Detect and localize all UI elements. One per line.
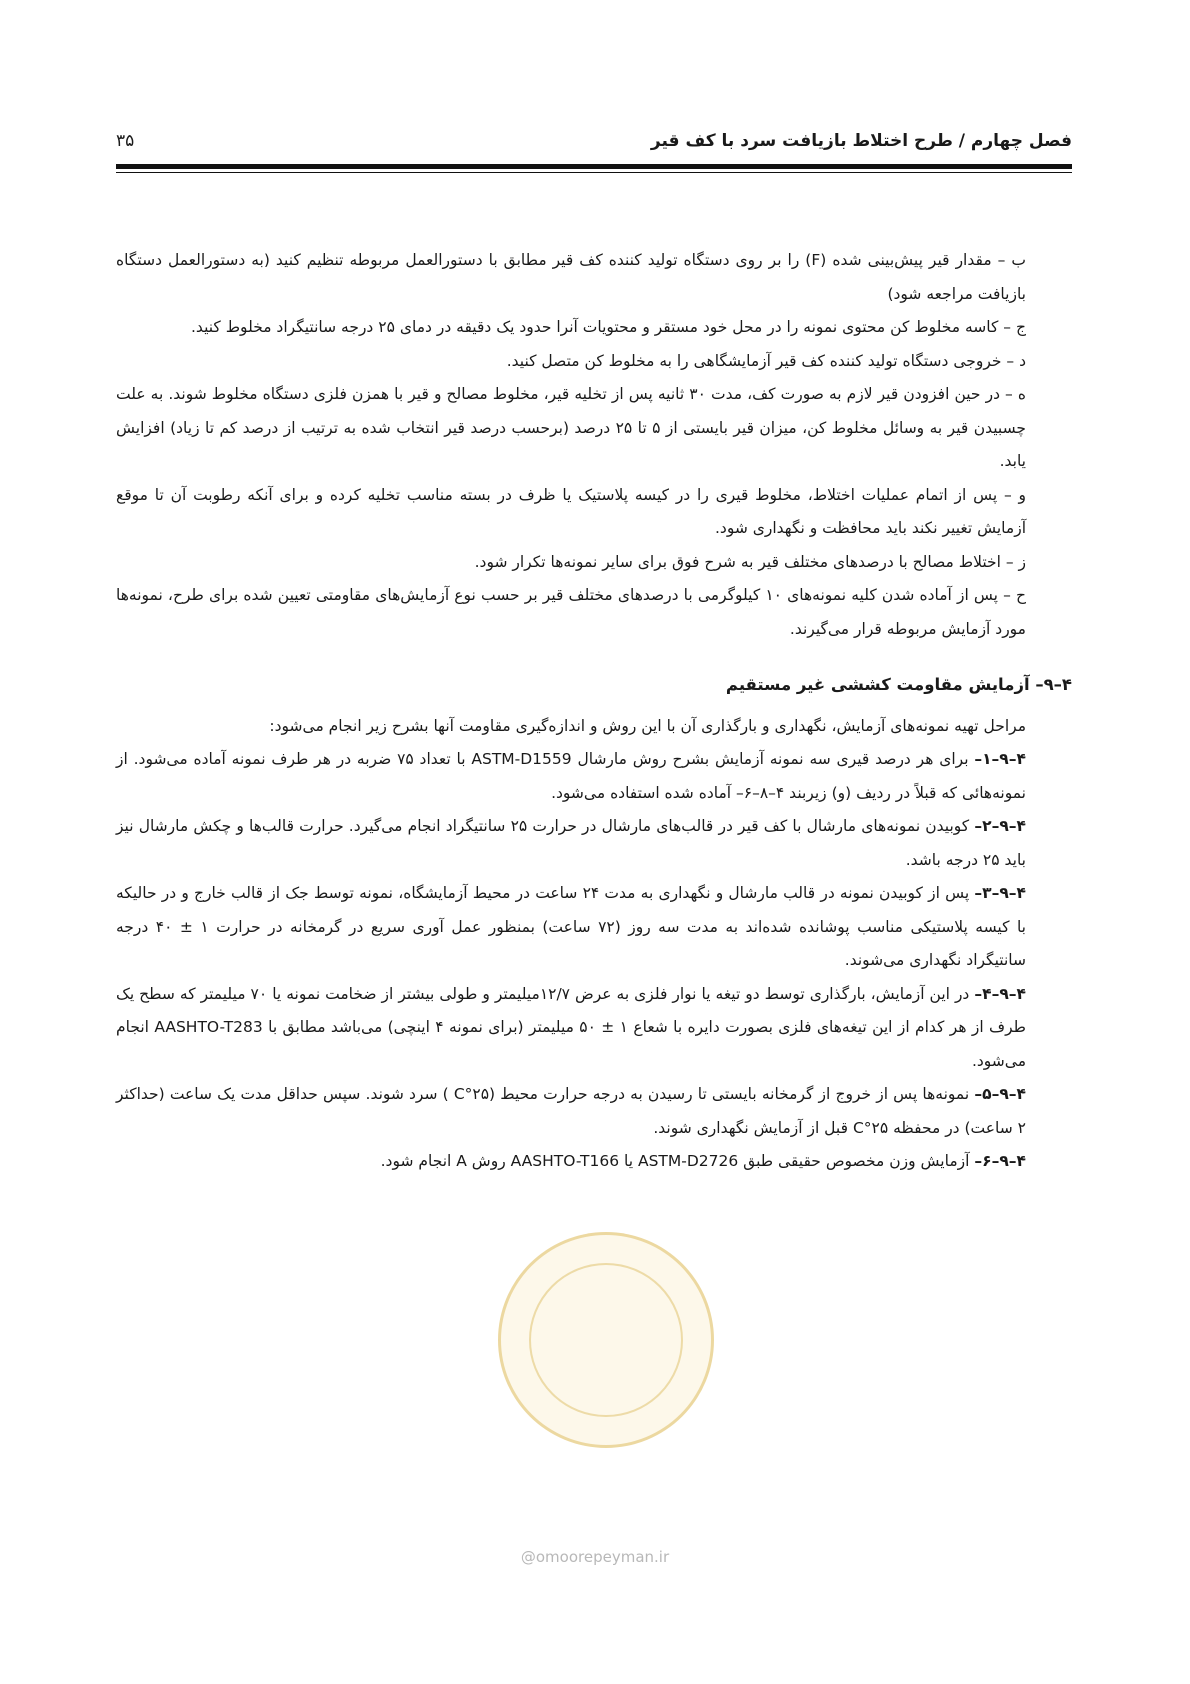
watermark-seal xyxy=(498,1232,714,1448)
paragraph-d: د – خروجی دستگاه تولید کننده کف قیر آزمایشگاهی را به مخلوط کن متصل کنید. xyxy=(506,351,1026,370)
step-text: در این آزمایش، بارگذاری توسط دو تیغه یا نوار فلزی به عرض ۱۲/۷میلیمتر و طولی بیشتر از ضخامت نمونه یا ۷۰ میلیمتر که سطح یک طرف از هر کدام از این تیغه‌های فلزی بصورت دایره با شعاع ۱ ± ۵۰ میلیمتر (برای نمونه ۴ اینچی) می‌باشد مطابق با AASHTO-T283 انجام می‌شود. xyxy=(116,984,1026,1070)
section-intro: مراحل تهیه نمونه‌های آزمایش، نگهداری و بارگذاری آن با این روش و اندازه‌گیری مقاومت آنها بشرح زیر انجام می‌شود: xyxy=(269,716,1026,735)
step-text: پس از کوبیدن نمونه در قالب مارشال و نگهداری به مدت ۲۴ ساعت در محیط آزمایشگاه، نمونه توسط جک از قالب خارج و در حالیکه با کیسه پلاستیکی مناسب پوشانده شده‌اند به مدت سه روز (۷۲ ساعت) بمنظور عمل آوری سریع در گرمخانه در حرارت ۱ ± ۴۰ درجه سانتیگراد نگهداری می‌شوند. xyxy=(116,884,1026,969)
step-paragraph xyxy=(116,810,1072,877)
step-text: کوبیدن نمونه‌های مارشال با کف قیر در قالب‌های مارشال در حرارت ۲۵ سانتیگراد انجام می‌گیرد. حرارت قالب‌ها و چکش مارشال نیز باید ۲۵ درجه باشد. xyxy=(116,817,1026,869)
paragraph-v: و – پس از اتمام عملیات اختلاط، مخلوط قیری را در کیسه پلاستیک یا ظرف در بسته مناسب تخلیه کرده و برای آنکه رطوبت آن تا موقع آزمایش تغییر نکند باید محافظت و نگهداری شود. xyxy=(116,485,1026,537)
step-number: ۴–۹–۲– xyxy=(974,817,1026,835)
page-header xyxy=(116,128,1072,154)
step-number: ۴–۹–۱– xyxy=(974,750,1026,768)
step-paragraph xyxy=(116,978,1072,1079)
chapter-title: فصل چهارم / طرح اختلاط بازیافت سرد با کف قیر xyxy=(650,131,1072,151)
header-rule-thick xyxy=(116,164,1072,169)
paragraph-j: ج – کاسه مخلوط کن محتوی نمونه را در محل خود مستقر و محتویات آنرا حدود یک دقیقه در دمای ۲۵ درجه سانتیگراد مخلوط کنید. xyxy=(191,318,1026,336)
section-title: ۴–۹– آزمایش مقاومت کششی غیر مستقیم xyxy=(725,675,1072,694)
page-body xyxy=(116,244,1072,1179)
header-rule-thin xyxy=(116,172,1072,173)
step-paragraph xyxy=(116,1145,1072,1179)
paragraph-b: ب – مقدار قیر پیش‌بینی شده (F) را بر روی دستگاه تولید کننده کف قیر مطابق با دستورالعمل مربوطه تنظیم کنید (به دستورالعمل دستگاه بازیافت مراجعه شود) xyxy=(116,251,1026,303)
paragraph-z: ز – اختلاط مصالح با درصدهای مختلف قیر به شرح فوق برای سایر نمونه‌ها تکرار شود. xyxy=(474,552,1026,571)
step-number: ۴–۹–۵– xyxy=(974,1085,1026,1103)
step-text: برای هر درصد قیری سه نمونه آزمایش بشرح روش مارشال ASTM-D1559 با تعداد ۷۵ ضربه در هر طرف نمونه آماده می‌شود. از نمونه‌هائی که قبلاً در ردیف (و) زیربند ۴–۸–۶– آماده شده استفاده می‌شود. xyxy=(116,750,1026,802)
watermark-seal-inner xyxy=(529,1263,683,1417)
step-text: نمونه‌ها پس از خروج از گرمخانه بایستی تا رسیدن به درجه حرارت محیط (۲۵°C ) سرد شوند. سپس حداقل مدت یک ساعت (حداکثر ۲ ساعت) در محفظه ۲۵°C قبل از آزمایش نگهداری شوند. xyxy=(116,1085,1026,1137)
step-number: ۴–۹–۶– xyxy=(974,1152,1026,1170)
step-text: آزمایش وزن مخصوص حقیقی طبق ASTM-D2726 یا AASHTO-T166 روش A انجام شود. xyxy=(380,1152,975,1170)
paragraph-h2: ح – پس از آماده شدن کلیه نمونه‌های ۱۰ کیلوگرمی با درصدهای مختلف قیر بر حسب نوع آزمایش‌های مقاومتی تعیین شده برای طرح، نمونه‌ها مورد آزمایش مربوطه قرار می‌گیرند. xyxy=(116,586,1026,638)
watermark-site: @omoorepeyman.ir xyxy=(520,1548,670,1566)
paragraph-h: ه – در حین افزودن قیر لازم به صورت کف، مدت ۳۰ ثانیه پس از تخلیه قیر، مخلوط مصالح و قیر با همزن فلزی دستگاه مخلوط شوند. به علت چسبیدن قیر به وسائل مخلوط کن، میزان قیر بایستی از ۵ تا ۲۵ درصد (برحسب درصد قیر انتخاب شده به ترتیب از درصد کم تا زیاد) افزایش یابد. xyxy=(116,385,1027,470)
step-number: ۴–۹–۳– xyxy=(974,884,1026,902)
step-paragraph xyxy=(116,877,1072,978)
step-paragraph xyxy=(116,1078,1072,1145)
page-number: ۳۵ xyxy=(116,131,135,151)
step-number: ۴–۹–۴– xyxy=(974,984,1026,1003)
step-paragraph xyxy=(116,743,1072,810)
